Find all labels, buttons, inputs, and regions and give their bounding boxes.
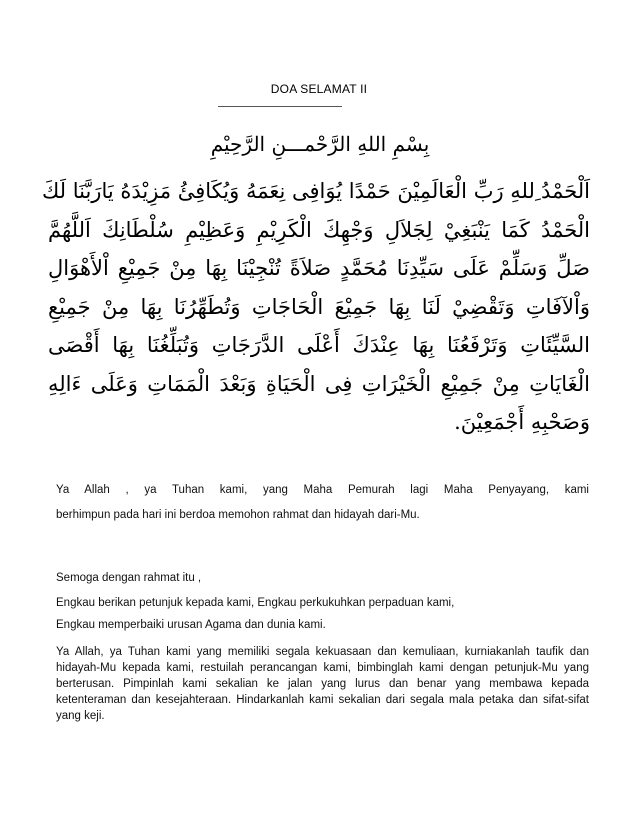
arabic-line: وَاْلآفَاتِ وَتَقْضِيْ لَنَا بِهَا جَمِيْعَ الْحَاجَاتِ وَتُطَهِّرُنَا بِهَا مِنْ جَمِيْعِ	[48, 294, 590, 319]
translation-line: berhimpun pada hari ini berdoa memohon rahmat dan hidayah dari-Mu.	[56, 509, 420, 521]
document-title: DOA SELAMAT II	[270, 82, 368, 96]
translation-line: Engkau berikan petunjuk kepada kami, Engkau perkukuhkan perpaduan kami,	[56, 597, 455, 609]
arabic-line: وَصَحْبِهِ أَجْمَعِيْنَ.	[454, 410, 590, 434]
translation-paragraph-2	[56, 567, 589, 636]
arabic-line: صَلِّ وَسَلِّمْ عَلَى سَيِّدِنَا مُحَمَّدٍ صَلاَةً تُنْجِيْنَا بِهَا مِنْ جَمِيْعِ اْلأَهْوَالِ	[48, 256, 590, 280]
translation-line: Ya Allah , ya Tuhan kami, yang Maha Pemurah lagi Maha Penyayang, kami	[56, 484, 589, 496]
bismillah: بِسْمِ اللهِ الرَّحْمـــنِ الرَّحِيْمِ	[210, 132, 430, 156]
translation-paragraph-1	[56, 478, 589, 528]
translation-line: Semoga dengan rahmat itu ,	[56, 572, 202, 584]
title-underline	[218, 106, 342, 107]
arabic-line: اَلْحَمْدُ ِللهِ رَبِّ الْعَالَمِيْنَ حَمْدًا يُوَافِى نِعَمَهُ وَيُكَافِئُ مَزِيْدَهُ يَارَبَّنَا لَكَ	[41, 179, 590, 203]
translation-text: Ya Allah, ya Tuhan kami yang memiliki segala kekuasaan dan kemuliaan, kurniakanlah taufik dan hidayah-Mu kepada kami, restuilah perancangan kami, bimbinglah kami dengan petunjuk-Mu yang berterusan. Pimpinlah kami sekalian ke jalan yang lurus dan benar yang membawa kepada ketenteraman dan kesejahteraan. Hindarkanlah kami sekalian dari segala mala petaka dan sifat-sifat yang keji.	[56, 646, 589, 722]
arabic-prayer-text	[41, 172, 590, 442]
translation-paragraph-3	[56, 644, 589, 724]
translation-line: Engkau memperbaiki urusan Agama dan dunia kami.	[56, 619, 326, 631]
arabic-line: السَّيِّئَاتِ وَتَرْفَعُنَا بِهَا عِنْدَكَ أَعْلَى الدَّرَجَاتِ وَتُبَلِّغُنَا بِهَا أَقْصَى	[48, 333, 590, 357]
arabic-line: الْغَايَاتِ مِنْ جَمِيْعِ الْخَيْرَاتِ فِى الْحَيَاةِ وَبَعْدَ الْمَمَاتِ وَعَلَى ءَالِهِ	[48, 371, 590, 396]
arabic-line: الْحَمْدُ كَمَا يَنْبَغِيْ لِجَلاَلِ وَجْهِكَ الْكَرِيْمِ وَعَظِيْمِ سُلْطَانِكَ اَللَّهُمَّ	[48, 217, 590, 242]
